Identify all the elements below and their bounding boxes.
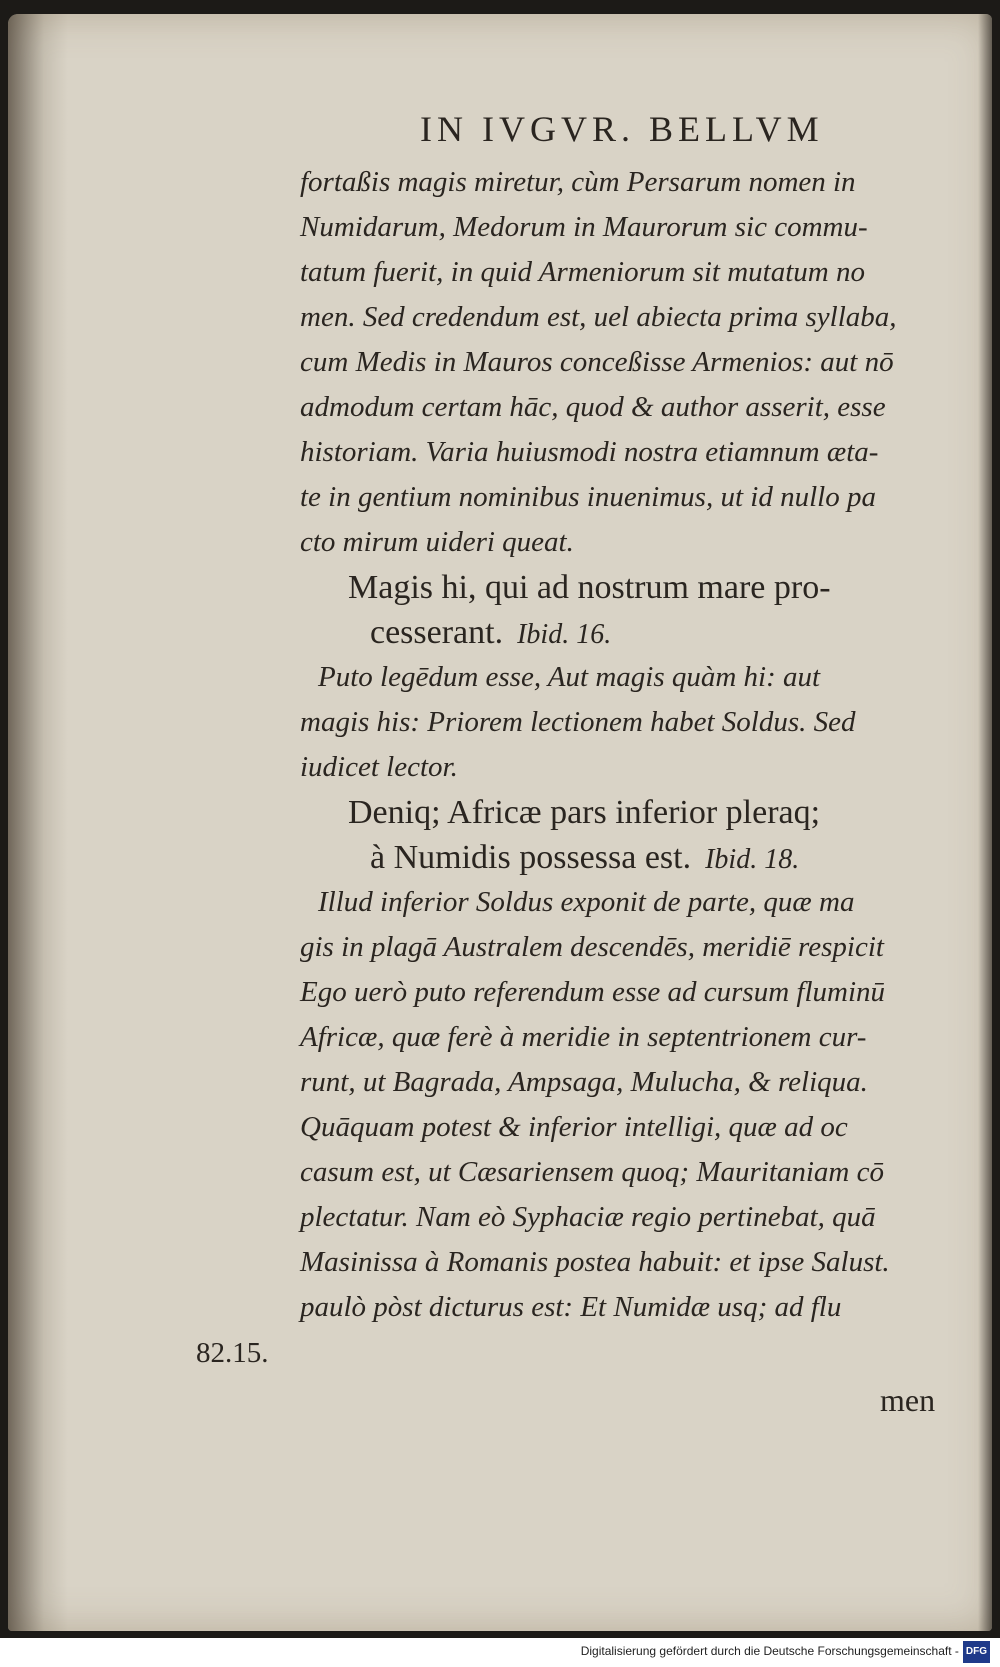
lemma-line [300, 835, 980, 880]
lemma-line [300, 610, 980, 655]
dfg-logo: DFG [963, 1641, 990, 1663]
text-line: admodum certam hāc, quod & author asserit, esse [300, 391, 886, 423]
comment-line: Africæ, quæ ferè à meridie in septentrionem cur- [300, 1021, 867, 1053]
text-line: te in gentium nominibus inuenimus, ut id nullo pa [300, 481, 876, 513]
text-block [300, 160, 980, 1330]
text-line: Numidarum, Medorum in Maurorum sic commu- [300, 211, 868, 243]
lemma-line: Deniq; Africæ pars inferior pleraq; [348, 794, 821, 831]
comment-line: casum est, ut Cæsariensem quoq; Mauritaniam cō [300, 1156, 884, 1188]
comment-line: magis his: Priorem lectionem habet Soldus. Sed [300, 706, 856, 738]
lemma-text: à Numidis possessa est. [370, 839, 692, 876]
comment-line: Illud inferior Soldus exponit de parte, quæ ma [318, 886, 855, 918]
comment-line: iudicet lector. [300, 751, 458, 783]
comment-line: Quāquam potest & inferior intelligi, quæ ad oc [300, 1111, 848, 1143]
marginal-reference: 82.15. [196, 1337, 269, 1369]
comment-line: runt, ut Bagrada, Ampsaga, Mulucha, & reliqua. [300, 1066, 868, 1098]
comment-line: gis in plagā Australem descendēs, meridiē respicit [300, 931, 884, 963]
page-edge-shadow [978, 14, 992, 1631]
spine-shadow [8, 14, 68, 1631]
lemma-line: Magis hi, qui ad nostrum mare pro- [348, 569, 831, 606]
text-line: men. Sed credendum est, uel abiecta prima syllaba, [300, 301, 897, 333]
lemma-reference: Ibid. 18. [705, 844, 800, 875]
digitization-footer [0, 1641, 990, 1665]
text-line: historiam. Varia huiusmodi nostra etiamnum æta- [300, 436, 879, 468]
comment-line: plectatur. Nam eò Syphaciæ regio pertinebat, quā [300, 1201, 876, 1233]
text-line: fortaßis magis miretur, cùm Persarum nomen in [300, 166, 856, 198]
comment-line: Ego uerò puto referendum esse ad cursum fluminū [300, 976, 886, 1008]
text-line: cto mirum uideri queat. [300, 526, 574, 558]
catchword: men [880, 1382, 936, 1418]
text-line: cum Medis in Mauros conceßisse Armenios: aut nō [300, 346, 894, 378]
lemma-reference: Ibid. 16. [517, 619, 612, 650]
footer-text: Digitalisierung gefördert durch die Deutsche Forschungsgemeinschaft - [580, 1644, 959, 1659]
running-head: IN IVGVR. BELLVM [420, 109, 824, 149]
comment-line: paulò pòst dicturus est: Et Numidæ usq; ad flu [300, 1291, 842, 1323]
comment-line: Puto legēdum esse, Aut magis quàm hi: aut [318, 661, 821, 693]
comment-line: Masinissa à Romanis postea habuit: et ipse Salust. [300, 1246, 890, 1278]
text-line: tatum fuerit, in quid Armeniorum sit mutatum no [300, 256, 865, 288]
lemma-text: cesserant. [370, 614, 504, 651]
